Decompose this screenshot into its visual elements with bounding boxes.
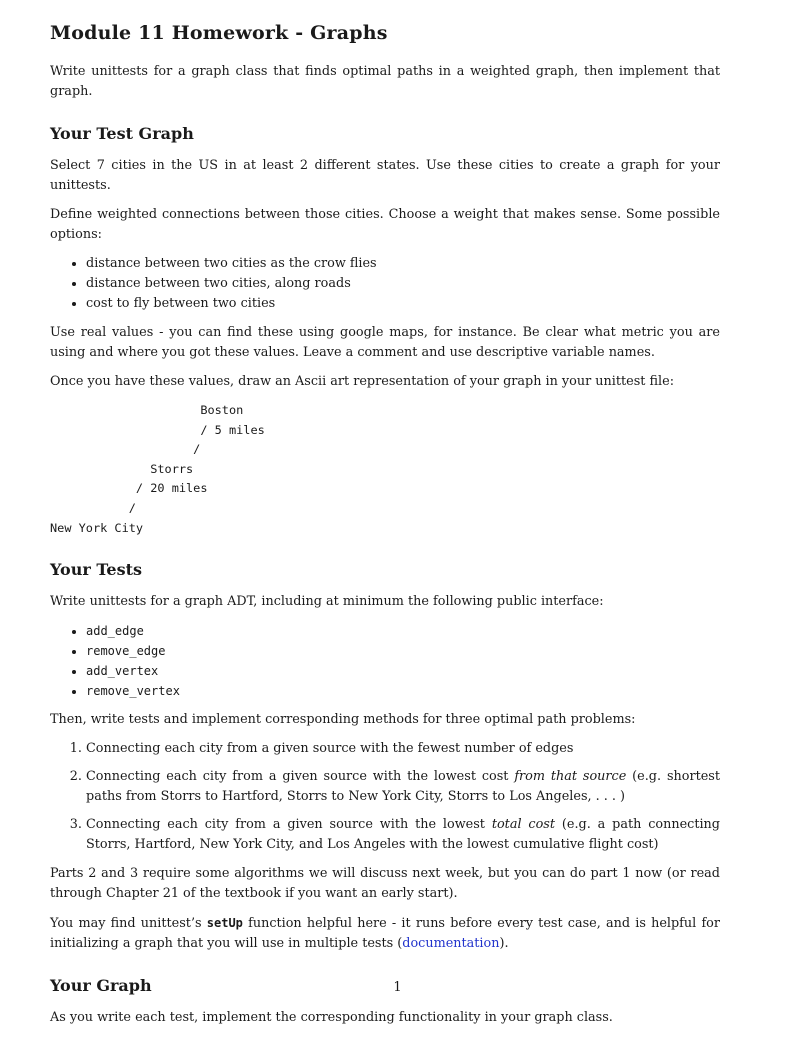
optimal-path-problems-list	[50, 739, 720, 855]
test-graph-paragraph-1: Select 7 cities in the US in at least 2 different states. Use these cities to create a graph for your unittests.	[50, 158, 720, 193]
tests-paragraph-2: Then, write tests and implement corresponding methods for three optimal path problems:	[50, 712, 636, 728]
section-heading-graph: Your Graph	[50, 976, 152, 996]
test-graph-paragraph-3: Use real values - you can find these using google maps, for instance. Be clear what metric you are using and where you got these values. Leave a comment and use descriptive variable names.	[50, 325, 720, 360]
section-test-graph	[50, 124, 720, 538]
page-number: 1	[393, 980, 402, 995]
list-item: • cost to fly between two cities	[86, 294, 720, 314]
documentation-link[interactable]: documentation	[402, 936, 500, 952]
section-heading-tests: Your Tests	[50, 560, 142, 580]
list-item: • distance between two cities, along roads	[86, 274, 720, 294]
problem-item: 2. Connecting each city from a given source with the lowest cost from that source (e.g. shortest paths from Storrs to Hartford, Storrs to New York City, Storrs to Los Angeles, . . . )	[86, 767, 720, 807]
tests-paragraph-1: Write unittests for a graph ADT, including at minimum the following public interface:	[50, 594, 604, 610]
intro-paragraph: Write unittests for a graph class that finds optimal paths in a weighted graph, then implement that graph.	[50, 64, 720, 99]
method-item: • add_vertex	[86, 661, 720, 681]
list-item: • distance between two cities as the crow flies	[86, 254, 720, 274]
problem-item: 1. Connecting each city from a given source with the fewest number of edges	[86, 739, 720, 759]
ascii-art-graph: Boston / 5 miles / Storrs / 20 miles / New York City	[50, 403, 265, 535]
section-tests	[50, 560, 720, 954]
test-graph-paragraph-4: Once you have these values, draw an Ascii art representation of your graph in your unittest file:	[50, 374, 675, 389]
page-title: Module 11 Homework - Graphs	[50, 22, 388, 44]
tests-paragraph-3: Parts 2 and 3 require some algorithms we will discuss next week, but you can do part 1 now (or read through Chapter 21 of the textbook if you want an early start).	[50, 866, 720, 902]
section-heading-test-graph: Your Test Graph	[50, 124, 194, 143]
method-item: • remove_vertex	[86, 681, 720, 701]
weight-options-list	[50, 254, 720, 314]
method-item: • remove_edge	[86, 641, 720, 661]
method-item: • add_edge	[86, 621, 720, 641]
graph-paragraph-1: As you write each test, implement the corresponding functionality in your graph class.	[50, 1010, 613, 1026]
tests-paragraph-4: You may find unittest’s setUp function helpful here - it runs before every test case, and is helpful for initializing a graph that you will use in multiple tests (documentation).	[50, 916, 721, 952]
problem-item: 3. Connecting each city from a given source with the lowest total cost (e.g. a path connecting Storrs, Hartford, New York City, and Los Angeles with the lowest cumulative flight cost)	[86, 815, 720, 855]
test-graph-paragraph-2: Define weighted connections between those cities. Choose a weight that makes sense. Some possible options:	[50, 207, 720, 242]
document-page	[50, 22, 720, 1037]
interface-methods-list	[50, 621, 720, 701]
setup-code: setUp	[206, 916, 243, 931]
